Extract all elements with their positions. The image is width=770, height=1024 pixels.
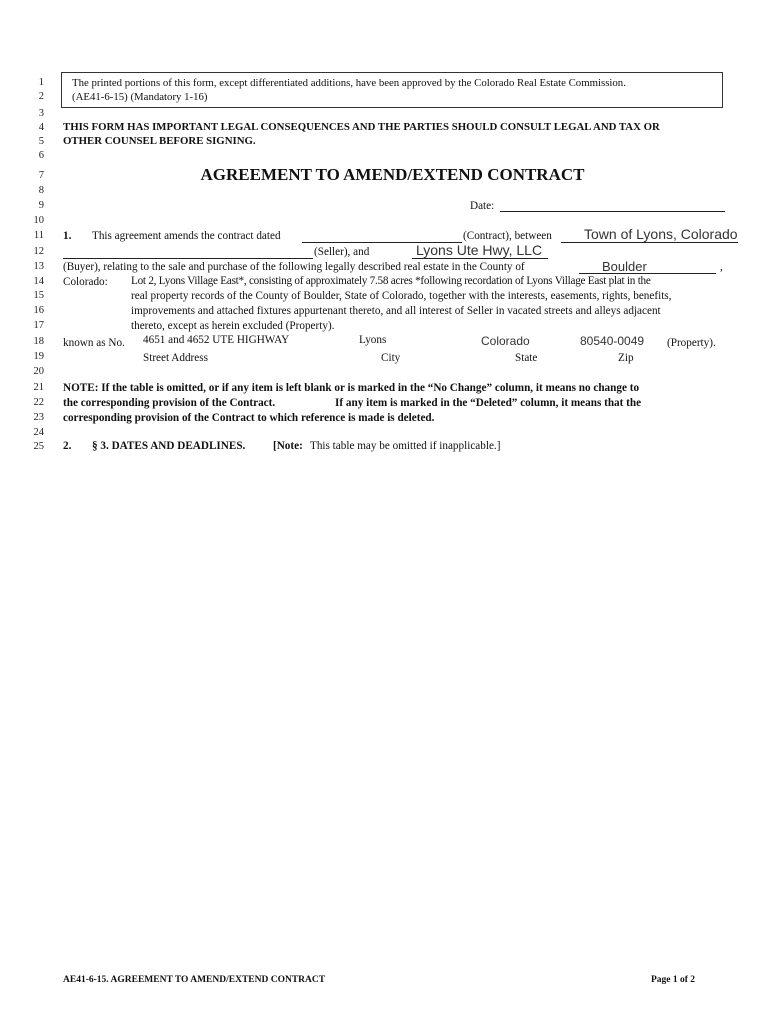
warning-line2: OTHER COUNSEL BEFORE SIGNING. (63, 135, 256, 147)
section1-number: 1. (63, 230, 72, 242)
line-number: 7 (38, 170, 44, 181)
state-caption: State (515, 352, 538, 364)
county-field-line[interactable] (579, 273, 716, 274)
line-number: 4 (38, 122, 44, 133)
line-number: 20 (33, 366, 44, 377)
street-value[interactable]: 4651 and 4652 UTE HIGHWAY (143, 334, 290, 346)
city-value[interactable]: Lyons (359, 334, 387, 346)
section2-heading: § 3. DATES AND DEADLINES. (92, 440, 246, 452)
line-number: 24 (33, 427, 44, 438)
line-number: 23 (33, 412, 44, 423)
zip-value[interactable]: 80540-0049 (580, 334, 645, 348)
line-number: 15 (33, 290, 44, 301)
line-number: 18 (33, 336, 44, 347)
date-field[interactable] (500, 211, 725, 212)
street-caption: Street Address (143, 352, 208, 364)
seller-continuation-field[interactable] (63, 258, 313, 259)
legal-description-line2: real property records of the County of Boulder, State of Colorado, together with the interests, easements, rights, benefits, (131, 290, 672, 302)
section1-intro: This agreement amends the contract dated (92, 230, 281, 242)
page-title: AGREEMENT TO AMEND/EXTEND CONTRACT (200, 165, 585, 184)
legal-description-line4: thereto, except as herein excluded (Property). (131, 320, 335, 332)
seller-value[interactable]: Town of Lyons, Colorado (584, 226, 738, 242)
note-line2b: If any item is marked in the “Deleted” column, it means that the (335, 397, 642, 409)
known-as-label: known as No. (63, 337, 125, 349)
line-number: 8 (38, 185, 44, 196)
line-number: 25 (33, 441, 44, 452)
line-number: 6 (38, 150, 44, 161)
note-line3: corresponding provision of the Contract to which reference is made is deleted. (63, 412, 435, 424)
line-number: 21 (33, 382, 44, 393)
warning-line1: THIS FORM HAS IMPORTANT LEGAL CONSEQUENCES AND THE PARTIES SHOULD CONSULT LEGAL AND TAX OR (63, 121, 660, 133)
approval-notice-line2: (AE41-6-15) (Mandatory 1-16) (72, 91, 208, 103)
date-label: Date: (470, 200, 495, 212)
line-number: 19 (33, 351, 44, 362)
line-number: 12 (33, 246, 44, 257)
line-number: 11 (33, 230, 44, 241)
section2-note-text: This table may be omitted if inapplicable.] (310, 440, 501, 452)
buyer-field-line[interactable] (412, 258, 548, 259)
buyer-text: (Buyer), relating to the sale and purchase of the following legally described real estate in the County of (63, 261, 525, 273)
county-comma: , (720, 261, 723, 273)
property-label: (Property). (667, 337, 716, 349)
section2-number: 2. (63, 440, 72, 452)
seller-label: (Seller), and (314, 246, 370, 258)
line-number: 13 (33, 261, 44, 272)
seller-field-line[interactable] (561, 242, 738, 243)
buyer-value[interactable]: Lyons Ute Hwy, LLC (416, 242, 543, 258)
state-value[interactable]: Colorado (481, 334, 530, 348)
line-number: 3 (38, 108, 44, 119)
line-number: 22 (33, 397, 44, 408)
line-number: 1 (38, 77, 44, 88)
legal-description-line3: improvements and attached fixtures appurtenant thereto, and all interest of Seller in vacated streets and alleys adjacent (131, 305, 661, 317)
line-number: 17 (33, 320, 44, 331)
line-number: 10 (33, 215, 44, 226)
colorado-label: Colorado: (63, 276, 108, 288)
footer-page-number: Page 1 of 2 (651, 975, 696, 985)
approval-notice-line1: The printed portions of this form, except differentiated additions, have been approved by the Colorado Real Estate Commission. (72, 77, 626, 89)
note-line1: NOTE: If the table is omitted, or if any item is left blank or is marked in the “No Change” column, it means no change to (63, 382, 640, 394)
county-value[interactable]: Boulder (602, 259, 647, 274)
contract-between-label: (Contract), between (463, 230, 552, 242)
legal-description-line1: Lot 2, Lyons Village East*, consisting of approximately 7.58 acres *following recordation of Lyons Village East plat in the (131, 275, 651, 287)
zip-caption: Zip (618, 352, 634, 364)
line-number: 5 (38, 136, 44, 147)
line-number: 14 (33, 276, 44, 287)
line-number: 2 (38, 91, 44, 102)
footer-form-id: AE41-6-15. AGREEMENT TO AMEND/EXTEND CONTRACT (63, 975, 326, 985)
note-line2a: the corresponding provision of the Contract. (63, 397, 276, 409)
line-number: 9 (38, 200, 44, 211)
section2-note-label: [Note: (273, 440, 303, 452)
line-number: 16 (33, 305, 44, 316)
city-caption: City (381, 352, 401, 364)
